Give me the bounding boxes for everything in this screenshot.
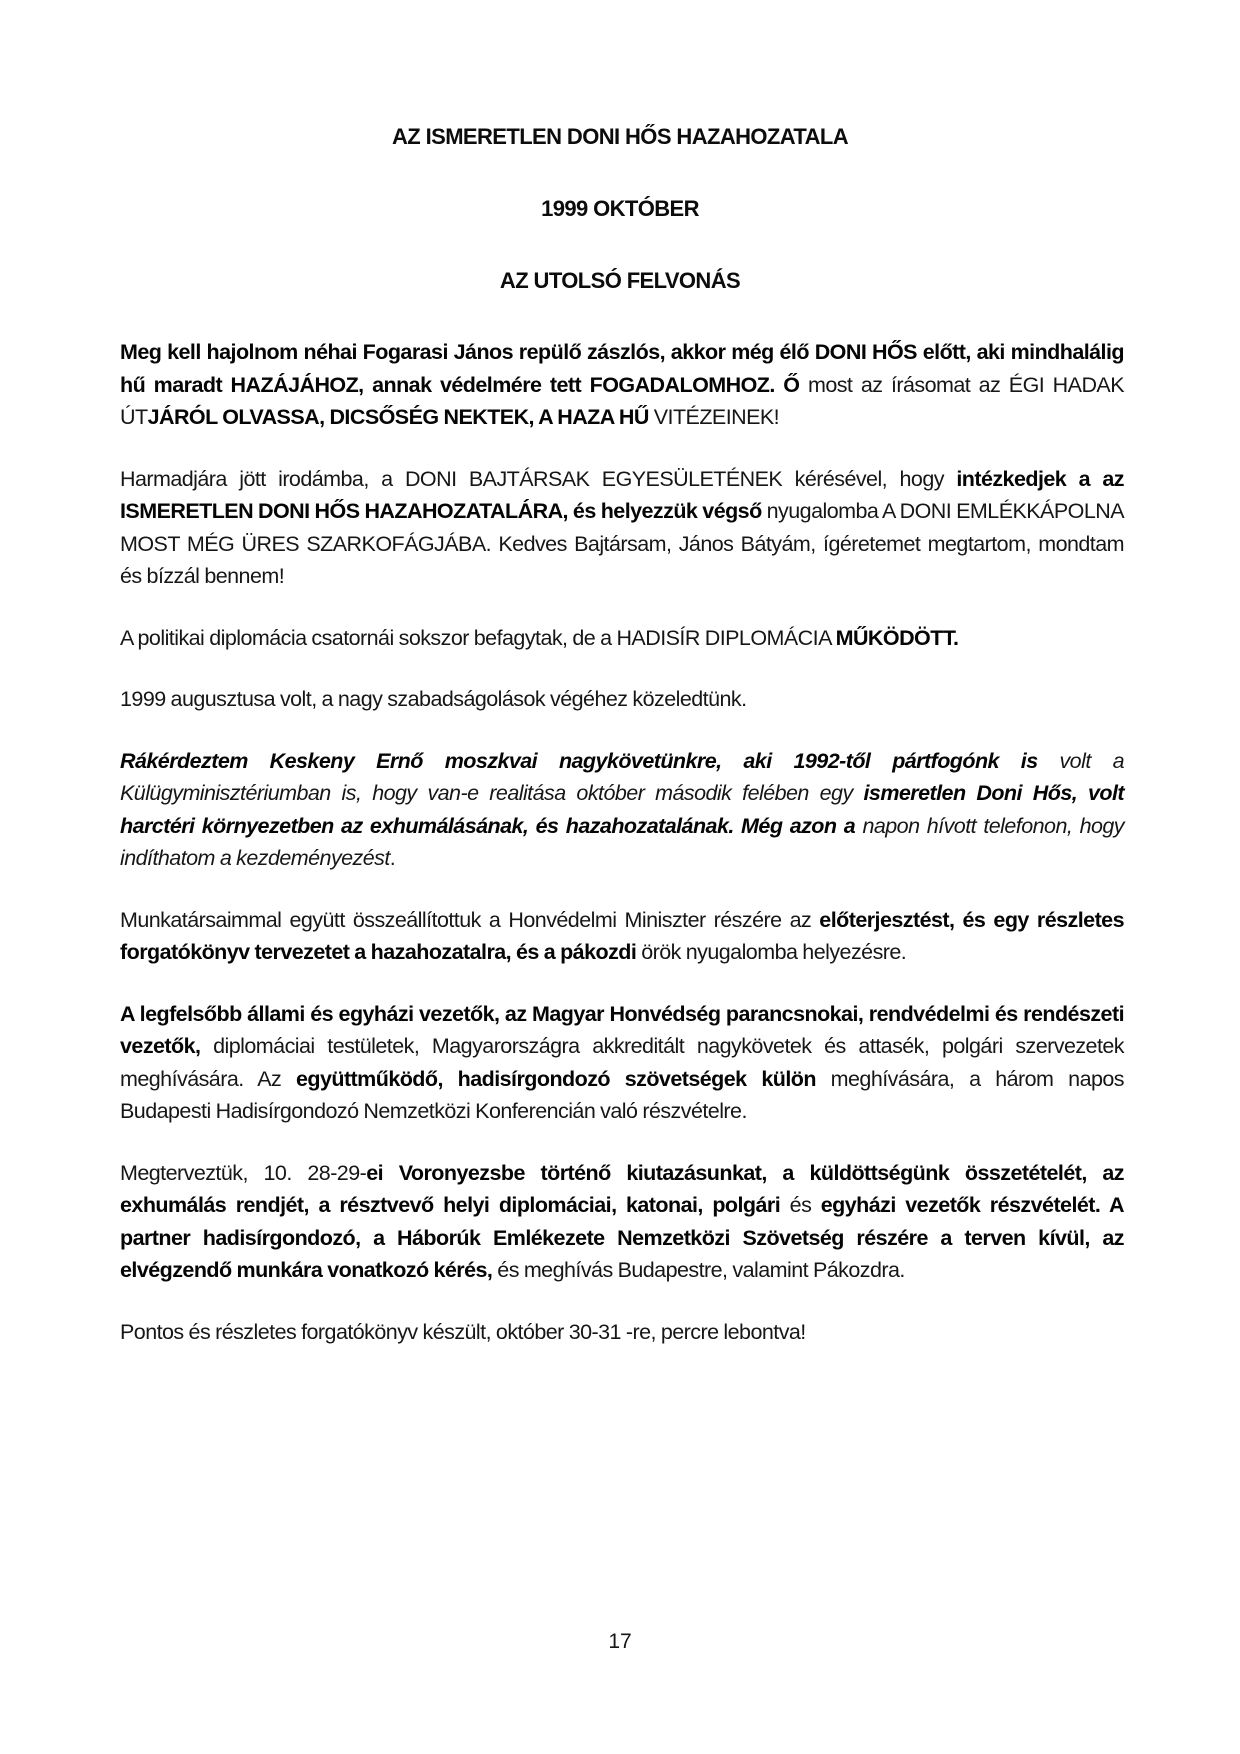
paragraph bbox=[120, 998, 1124, 1128]
document-subtitle: AZ UTOLSÓ FELVONÁS bbox=[499, 268, 741, 293]
text-run: Megterveztük, 10. 28-29- bbox=[120, 1160, 367, 1185]
paragraph bbox=[120, 463, 1124, 593]
paragraph bbox=[120, 683, 1124, 716]
text-run: ei Voronyezsbe történő kiutazásunkat, a küldöttségünk összetételét, az exhumálás rendjét, a résztvevő helyi diplomáciai, katonai, polgári bbox=[120, 1160, 1124, 1217]
paragraph bbox=[120, 745, 1124, 875]
text-run: diplomáciai testületek, Magyarországra akkreditált nagykövetek és attasék, polgári szervezetek meghívására. Az bbox=[120, 1034, 1124, 1091]
document-date-heading: 1999 OKTÓBER bbox=[541, 196, 699, 221]
text-run: Rákérdeztem Keskeny Ernő moszkvai nagykövetünkre, aki 1992-től pártfogónk is bbox=[120, 748, 1060, 773]
text-run: egyházi vezetők részvételét. A partner hadisírgondozó, a Háborúk Emlékezete Nemzetközi Szövetség részére a terven kívül, az elvégzendő munkára vonatkozó kérés, bbox=[120, 1193, 1124, 1282]
text-run: JÁRÓL OLVASSA, DICSŐSÉG NEKTEK, A HAZA HŰ bbox=[147, 405, 654, 429]
text-run: intézkedjek a az ISMERETLEN DONI HŐS HAZAHOZATALÁRA, és helyezzük végső bbox=[120, 466, 1124, 523]
text-run: ismeretlen Doni Hős, volt harctéri környezetben az exhumálásának, és hazahozatalának. Még azon a bbox=[120, 781, 1124, 838]
text-run: Harmadjára jött irodámba, a DONI BAJTÁRSAK EGYESÜLETÉNEK kérésével, hogy bbox=[120, 466, 957, 491]
text-run: volt a Külügyminisztériumban is, hogy van-e realitása október második felében egy bbox=[120, 748, 1124, 805]
text-run: napon hívott telefonon, hogy indíthatom a kezdeményezést bbox=[120, 813, 1124, 870]
text-run: VITÉZEINEK! bbox=[653, 405, 780, 429]
text-run: Meg kell hajolnom néhai Fogarasi János repülő zászlós, akkor még élő DONI HŐS előtt, aki mindhalálig hű maradt HAZÁJÁHOZ, annak védelmére tett FOGADALOMHOZ. Ő bbox=[120, 340, 1124, 397]
text-run: most az írásomat az ÉGI HADAK ÚT bbox=[120, 372, 1124, 429]
text-run: Pontos és részletes forgatókönyv készült, október 30-31 -re, percre lebontva! bbox=[120, 1319, 806, 1344]
text-run: MŰKÖDÖTT. bbox=[835, 625, 959, 650]
text-run: előterjesztést, és egy részletes forgatókönyv tervezetet a hazahozatalra, és a pákozdi bbox=[120, 907, 1124, 964]
text-run: nyugalomba A DONI EMLÉKKÁPOLNA MOST MÉG ÜRES SZARKOFÁGJÁBA. Kedves Bajtársam, János Bátyám, ígéretemet megtartom, mondtam és bízzál bennem! bbox=[120, 499, 1124, 588]
text-run: . bbox=[389, 846, 396, 870]
paragraph bbox=[120, 1157, 1124, 1287]
paragraph bbox=[120, 1316, 1124, 1349]
text-run: együttműködő, hadisírgondozó szövetségek külön bbox=[295, 1066, 831, 1091]
paragraph bbox=[120, 904, 1124, 969]
text-run: 1999 augusztusa volt, a nagy szabadságolások végéhez közeledtünk. bbox=[120, 687, 747, 711]
text-run: A legfelsőbb állami és egyházi vezetők, az Magyar Honvédség parancsnokai, rendvédelmi és rendészeti vezetők, bbox=[120, 1001, 1124, 1058]
text-run: és bbox=[789, 1193, 821, 1217]
text-run: meghívására, a három napos Budapesti Hadisírgondozó Nemzetközi Konferencián való részvételre. bbox=[120, 1066, 1124, 1123]
paragraph bbox=[120, 336, 1124, 434]
body-text bbox=[120, 336, 1124, 1377]
page-number: 17 bbox=[608, 1630, 632, 1653]
document-title: AZ ISMERETLEN DONI HŐS HAZAHOZATALA bbox=[391, 124, 849, 149]
text-run: A politikai diplomácia csatornái sokszor befagytak, de a HADISÍR DIPLOMÁCIA bbox=[120, 625, 836, 650]
paragraph bbox=[120, 622, 1124, 655]
text-run: és meghívás Budapestre, valamint Pákozdra. bbox=[497, 1258, 905, 1282]
text-run: Munkatársaimmal együtt összeállítottuk a Honvédelmi Miniszter részére az bbox=[120, 907, 820, 932]
text-run: örök nyugalomba helyezésre. bbox=[641, 940, 907, 964]
